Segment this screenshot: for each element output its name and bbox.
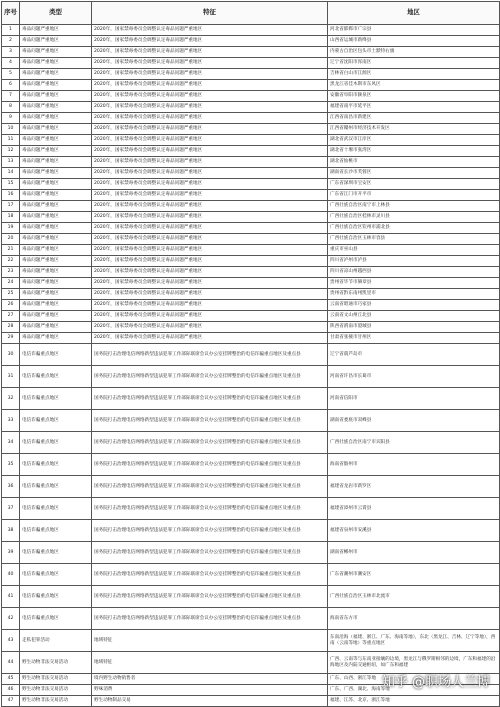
table-row <box>2 124 500 135</box>
cell-region: 陕西省渭南市澄城县 <box>328 322 500 333</box>
cell-type: 电信诈骗重点地区 <box>20 586 92 608</box>
cell-num: 39 <box>2 542 20 564</box>
cell-region: 安徽省阜阳市颍泉区 <box>328 91 500 102</box>
cell-num: 27 <box>2 311 20 322</box>
table-row <box>2 36 500 47</box>
cell-num: 9 <box>2 113 20 124</box>
cell-num: 16 <box>2 190 20 201</box>
cell-type: 毒品问题严重地区 <box>20 245 92 256</box>
cell-feature: 国务院打击治理电信网络新型违法犯罪工作部际联席会议办公室挂牌整治的电信诈骗重点地区及重点县 <box>92 498 328 520</box>
cell-type: 毒品问题严重地区 <box>20 47 92 58</box>
table-row <box>2 80 500 91</box>
cell-region: 甘肃省张掖市甘州区 <box>328 333 500 344</box>
cell-region: 湖北省十堰市张湾区 <box>328 146 500 157</box>
cell-num: 4 <box>2 58 20 69</box>
cell-type: 毒品问题严重地区 <box>20 36 92 47</box>
table-row <box>2 69 500 80</box>
cell-type: 毒品问题严重地区 <box>20 333 92 344</box>
cell-type: 电信诈骗重点地区 <box>20 564 92 586</box>
cell-type: 毒品问题严重地区 <box>20 256 92 267</box>
cell-type: 毒品问题严重地区 <box>20 91 92 102</box>
cell-region: 福建、江苏、北京、浙江等地 <box>328 696 500 707</box>
cell-feature: 2020年，国家禁毒委员会调整认定毒品问题严重地区 <box>92 223 328 234</box>
cell-num: 37 <box>2 498 20 520</box>
table-header-row <box>2 2 500 25</box>
cell-feature: 2020年，国家禁毒委员会调整认定毒品问题严重地区 <box>92 289 328 300</box>
cell-type: 毒品问题严重地区 <box>20 201 92 212</box>
cell-num: 28 <box>2 322 20 333</box>
cell-feature: 2020年，国家禁毒委员会调整认定毒品问题严重地区 <box>92 322 328 333</box>
table-row <box>2 135 500 146</box>
cell-region: 湖南省长沙市芙蓉区 <box>328 168 500 179</box>
cell-region: 河南省许昌市长葛市 <box>328 366 500 388</box>
cell-feature: 国务院打击治理电信网络新型违法犯罪工作部际联席会议办公室挂牌整治的电信诈骗重点地区及重点县 <box>92 432 328 454</box>
table-row <box>2 146 500 157</box>
table-row <box>2 366 500 388</box>
table-row <box>2 201 500 212</box>
cell-type: 电信诈骗重点地区 <box>20 498 92 520</box>
cell-region: 海南省东方市 <box>328 608 500 630</box>
table-row <box>2 102 500 113</box>
cell-num: 11 <box>2 135 20 146</box>
table-row <box>2 476 500 498</box>
cell-region: 河南省信阳市 <box>328 388 500 410</box>
cell-num: 30 <box>2 344 20 366</box>
cell-region: 海南省儋州市 <box>328 454 500 476</box>
cell-feature: 2020年，国家禁毒委员会调整认定毒品问题严重地区 <box>92 300 328 311</box>
cell-feature: 2020年，国家禁毒委员会调整认定毒品问题严重地区 <box>92 333 328 344</box>
table-row <box>2 564 500 586</box>
table-row <box>2 157 500 168</box>
table-body <box>2 25 500 707</box>
cell-num: 10 <box>2 124 20 135</box>
cell-region: 广东省潮州市潮安区 <box>328 564 500 586</box>
cell-num: 25 <box>2 289 20 300</box>
table-row <box>2 410 500 432</box>
table-row <box>2 388 500 410</box>
cell-type: 毒品问题严重地区 <box>20 69 92 80</box>
cell-feature: 境内野生动物销售者 <box>92 674 328 685</box>
cell-type: 毒品问题严重地区 <box>20 278 92 289</box>
cell-type: 野生动物非法交易活动 <box>20 652 92 674</box>
cell-num: 46 <box>2 685 20 696</box>
table-row <box>2 91 500 102</box>
cell-region: 广西壮族自治区桂林市灵川县 <box>328 212 500 223</box>
cell-num: 32 <box>2 388 20 410</box>
table-row <box>2 278 500 289</box>
cell-num: 24 <box>2 278 20 289</box>
cell-feature: 2020年，国家禁毒委员会调整认定毒品问题严重地区 <box>92 25 328 36</box>
cell-type: 电信诈骗重点地区 <box>20 542 92 564</box>
cell-num: 45 <box>2 674 20 685</box>
cell-num: 44 <box>2 652 20 674</box>
cell-type: 电信诈骗重点地区 <box>20 366 92 388</box>
cell-region: 辽宁省沈阳市浑南区 <box>328 58 500 69</box>
cell-num: 14 <box>2 168 20 179</box>
cell-type: 毒品问题严重地区 <box>20 223 92 234</box>
cell-feature: 国务院打击治理电信网络新型违法犯罪工作部际联席会议办公室挂牌整治的电信诈骗重点地区及重点县 <box>92 454 328 476</box>
cell-type: 电信诈骗重点地区 <box>20 520 92 542</box>
cell-region: 福建省泉州市安溪县 <box>328 520 500 542</box>
region-table <box>1 1 500 707</box>
table-row <box>2 520 500 542</box>
header-type: 类型 <box>20 2 92 25</box>
cell-type: 毒品问题严重地区 <box>20 58 92 69</box>
cell-num: 47 <box>2 696 20 707</box>
cell-type: 毒品问题严重地区 <box>20 113 92 124</box>
cell-region: 广东省江门市开平市 <box>328 190 500 201</box>
cell-feature: 2020年，国家禁毒委员会调整认定毒品问题严重地区 <box>92 179 328 190</box>
cell-feature: 2020年，国家禁毒委员会调整认定毒品问题严重地区 <box>92 36 328 47</box>
cell-num: 8 <box>2 102 20 113</box>
cell-type: 毒品问题严重地区 <box>20 212 92 223</box>
cell-feature: 2020年，国家禁毒委员会调整认定毒品问题严重地区 <box>92 267 328 278</box>
cell-feature: 2020年，国家禁毒委员会调整认定毒品问题严重地区 <box>92 124 328 135</box>
cell-num: 19 <box>2 223 20 234</box>
cell-num: 12 <box>2 146 20 157</box>
header-num: 序号 <box>2 2 20 25</box>
cell-num: 5 <box>2 69 20 80</box>
cell-feature: 2020年，国家禁毒委员会调整认定毒品问题严重地区 <box>92 113 328 124</box>
cell-type: 毒品问题严重地区 <box>20 190 92 201</box>
table-row <box>2 542 500 564</box>
cell-num: 33 <box>2 410 20 432</box>
cell-region: 四川省泸州市泸县 <box>328 256 500 267</box>
cell-feature: 国务院打击治理电信网络新型违法犯罪工作部际联席会议办公室挂牌整治的电信诈骗重点地区及重点县 <box>92 542 328 564</box>
cell-region: 山西省运城市新绛县 <box>328 36 500 47</box>
cell-type: 电信诈骗重点地区 <box>20 410 92 432</box>
table-row <box>2 322 500 333</box>
cell-region: 黑龙江省佳木斯市东风区 <box>328 80 500 91</box>
table-row <box>2 333 500 344</box>
header-feature: 特征 <box>92 2 328 25</box>
cell-region: 江西省南昌市新建区 <box>328 113 500 124</box>
cell-feature: 2020年，国家禁毒委员会调整认定毒品问题严重地区 <box>92 201 328 212</box>
cell-num: 15 <box>2 179 20 190</box>
cell-region: 福建省龙岩市新罗区 <box>328 476 500 498</box>
table-row <box>2 190 500 201</box>
cell-feature: 野生动物制品交易 <box>92 696 328 707</box>
table-row <box>2 25 500 36</box>
cell-region: 云南省文山州丘北县 <box>328 311 500 322</box>
cell-feature: 地域特征 <box>92 652 328 674</box>
cell-feature: 国务院打击治理电信网络新型违法犯罪工作部际联席会议办公室挂牌整治的电信诈骗重点地区及重点县 <box>92 366 328 388</box>
cell-region: 福建省南平市延平区 <box>328 102 500 113</box>
cell-region: 湖南省娄底市双峰县 <box>328 410 500 432</box>
table-row <box>2 179 500 190</box>
cell-feature: 2020年，国家禁毒委员会调整认定毒品问题严重地区 <box>92 278 328 289</box>
cell-type: 毒品问题严重地区 <box>20 300 92 311</box>
cell-type: 走私犯罪活动 <box>20 630 92 652</box>
cell-num: 34 <box>2 432 20 454</box>
table-row <box>2 234 500 245</box>
cell-region: 贵州省黔东南州凯里市 <box>328 289 500 300</box>
cell-region: 江西省赣州市经济技术开发区 <box>328 124 500 135</box>
cell-region: 云南省昭通市巧家县 <box>328 300 500 311</box>
cell-feature: 2020年，国家禁毒委员会调整认定毒品问题严重地区 <box>92 146 328 157</box>
cell-region: 广西壮族自治区南宁市宾阳县 <box>328 432 500 454</box>
cell-feature: 2020年，国家禁毒委员会调整认定毒品问题严重地区 <box>92 190 328 201</box>
cell-num: 43 <box>2 630 20 652</box>
cell-num: 20 <box>2 234 20 245</box>
cell-type: 电信诈骗重点地区 <box>20 344 92 366</box>
cell-region: 广西壮族自治区玉林市北流市 <box>328 586 500 608</box>
cell-type: 毒品问题严重地区 <box>20 146 92 157</box>
cell-type: 毒品问题严重地区 <box>20 124 92 135</box>
table-row <box>2 311 500 322</box>
cell-type: 毒品问题严重地区 <box>20 267 92 278</box>
cell-type: 电信诈骗重点地区 <box>20 476 92 498</box>
table-row <box>2 58 500 69</box>
cell-region: 广东、广西、湖北、海南等地 <box>328 685 500 696</box>
table-row <box>2 289 500 300</box>
cell-type: 毒品问题严重地区 <box>20 157 92 168</box>
cell-type: 毒品问题严重地区 <box>20 289 92 300</box>
cell-num: 42 <box>2 608 20 630</box>
cell-num: 13 <box>2 157 20 168</box>
cell-num: 21 <box>2 245 20 256</box>
cell-feature: 国务院打击治理电信网络新型违法犯罪工作部际联席会议办公室挂牌整治的电信诈骗重点地区及重点县 <box>92 608 328 630</box>
cell-type: 毒品问题严重地区 <box>20 80 92 91</box>
cell-feature: 国务院打击治理电信网络新型违法犯罪工作部际联席会议办公室挂牌整治的电信诈骗重点地区及重点县 <box>92 586 328 608</box>
table-row <box>2 454 500 476</box>
cell-num: 41 <box>2 586 20 608</box>
cell-type: 毒品问题严重地区 <box>20 168 92 179</box>
cell-feature: 国务院打击治理电信网络新型违法犯罪工作部际联席会议办公室挂牌整治的电信诈骗重点地区及重点县 <box>92 564 328 586</box>
cell-type: 电信诈骗重点地区 <box>20 388 92 410</box>
table-row <box>2 586 500 608</box>
cell-feature: 2020年，国家禁毒委员会调整认定毒品问题严重地区 <box>92 212 328 223</box>
cell-feature: 2020年，国家禁毒委员会调整认定毒品问题严重地区 <box>92 91 328 102</box>
cell-type: 毒品问题严重地区 <box>20 234 92 245</box>
cell-feature: 2020年，国家禁毒委员会调整认定毒品问题严重地区 <box>92 58 328 69</box>
cell-feature: 2020年，国家禁毒委员会调整认定毒品问题严重地区 <box>92 256 328 267</box>
table-row <box>2 168 500 179</box>
cell-num: 23 <box>2 267 20 278</box>
cell-feature: 国务院打击治理电信网络新型违法犯罪工作部际联席会议办公室挂牌整治的电信诈骗重点地区及重点县 <box>92 388 328 410</box>
cell-num: 40 <box>2 564 20 586</box>
table-row <box>2 245 500 256</box>
cell-num: 36 <box>2 476 20 498</box>
cell-num: 17 <box>2 201 20 212</box>
cell-num: 3 <box>2 47 20 58</box>
cell-type: 电信诈骗重点地区 <box>20 432 92 454</box>
table-row <box>2 432 500 454</box>
table-row <box>2 47 500 58</box>
cell-type: 野生动物非法交易活动 <box>20 685 92 696</box>
table-row <box>2 696 500 707</box>
cell-num: 22 <box>2 256 20 267</box>
cell-type: 毒品问题严重地区 <box>20 322 92 333</box>
table-row <box>2 256 500 267</box>
table-row <box>2 630 500 652</box>
cell-feature: 2020年，国家禁毒委员会调整认定毒品问题严重地区 <box>92 245 328 256</box>
cell-feature: 国务院打击治理电信网络新型违法犯罪工作部际联席会议办公室挂牌整治的电信诈骗重点地区及重点县 <box>92 410 328 432</box>
cell-region: 内蒙古自治区包头市土默特右旗 <box>328 47 500 58</box>
cell-region: 广西壮族自治区钦州市浦北县 <box>328 223 500 234</box>
cell-num: 2 <box>2 36 20 47</box>
table-row <box>2 267 500 278</box>
cell-feature: 2020年，国家禁毒委员会调整认定毒品问题严重地区 <box>92 311 328 322</box>
cell-region: 东南沿海（福建、浙江、广东、海南等地），东北（黑龙江、吉林、辽宁等地），西南（云南等地）等重点地区 <box>328 630 500 652</box>
cell-type: 电信诈骗重点地区 <box>20 454 92 476</box>
cell-type: 野生动物非法交易活动 <box>20 696 92 707</box>
cell-num: 18 <box>2 212 20 223</box>
cell-region: 辽宁省葫芦岛市 <box>328 344 500 366</box>
cell-region: 吉林省白山市江源区 <box>328 69 500 80</box>
cell-feature: 2020年，国家禁毒委员会调整认定毒品问题严重地区 <box>92 135 328 146</box>
cell-feature: 2020年，国家禁毒委员会调整认定毒品问题严重地区 <box>92 80 328 91</box>
cell-feature: 2020年，国家禁毒委员会调整认定毒品问题严重地区 <box>92 102 328 113</box>
cell-num: 26 <box>2 300 20 311</box>
cell-region: 广西壮族自治区南宁市上林县 <box>328 201 500 212</box>
cell-num: 31 <box>2 366 20 388</box>
cell-feature: 国务院打击治理电信网络新型违法犯罪工作部际联席会议办公室挂牌整治的电信诈骗重点地区及重点县 <box>92 476 328 498</box>
cell-num: 35 <box>2 454 20 476</box>
cell-region: 广西壮族自治区玉林市容县 <box>328 234 500 245</box>
cell-type: 毒品问题严重地区 <box>20 135 92 146</box>
table-row <box>2 212 500 223</box>
cell-region: 广东省深圳市宝安区 <box>328 179 500 190</box>
table-row <box>2 300 500 311</box>
cell-type: 毒品问题严重地区 <box>20 179 92 190</box>
cell-region: 湖南省郴州市 <box>328 542 500 564</box>
cell-type: 毒品问题严重地区 <box>20 311 92 322</box>
table-row <box>2 223 500 234</box>
cell-feature: 2020年，国家禁毒委员会调整认定毒品问题严重地区 <box>92 234 328 245</box>
cell-region: 广西、云南等与东南亚接壤的边境，黑龙江与俄罗斯相邻的边境，广东和福建的沿海地区及内陆交通枢纽，如广东和福建 <box>328 652 500 674</box>
header-region: 地区 <box>328 2 500 25</box>
cell-feature: 国务院打击治理电信网络新型违法犯罪工作部际联席会议办公室挂牌整治的电信诈骗重点地区及重点县 <box>92 520 328 542</box>
cell-region: 福建省漳州市云霄县 <box>328 498 500 520</box>
cell-feature: 2020年，国家禁毒委员会调整认定毒品问题严重地区 <box>92 157 328 168</box>
cell-type: 毒品问题严重地区 <box>20 25 92 36</box>
cell-feature: 国务院打击治理电信网络新型违法犯罪工作部际联席会议办公室挂牌整治的电信诈骗重点地区及重点县 <box>92 344 328 366</box>
table-row <box>2 113 500 124</box>
cell-region: 湖北省武汉市江岸区 <box>328 135 500 146</box>
watermark: 知乎 @职场人兰博 <box>381 675 490 690</box>
cell-feature: 地域特征 <box>92 630 328 652</box>
cell-num: 38 <box>2 520 20 542</box>
cell-region: 河北省邯郸市广宗县 <box>328 25 500 36</box>
cell-feature: 2020年，国家禁毒委员会调整认定毒品问题严重地区 <box>92 69 328 80</box>
table-row <box>2 498 500 520</box>
cell-region: 广东、山西、浙江等地 <box>328 674 500 685</box>
cell-num: 7 <box>2 91 20 102</box>
cell-feature: 2020年，国家禁毒委员会调整认定毒品问题严重地区 <box>92 168 328 179</box>
cell-feature: 野味消费 <box>92 685 328 696</box>
cell-region: 贵州省毕节市赫章县 <box>328 278 500 289</box>
cell-type: 野生动物非法交易活动 <box>20 674 92 685</box>
table-row <box>2 608 500 630</box>
cell-num: 1 <box>2 25 20 36</box>
cell-feature: 2020年，国家禁毒委员会调整认定毒品问题严重地区 <box>92 47 328 58</box>
cell-region: 湖北省仙桃市 <box>328 157 500 168</box>
cell-num: 29 <box>2 333 20 344</box>
cell-type: 电信诈骗重点地区 <box>20 608 92 630</box>
cell-num: 6 <box>2 80 20 91</box>
cell-region: 四川省凉山州越西县 <box>328 267 500 278</box>
table-row <box>2 344 500 366</box>
cell-region: 重庆市巫山县 <box>328 245 500 256</box>
cell-type: 毒品问题严重地区 <box>20 102 92 113</box>
